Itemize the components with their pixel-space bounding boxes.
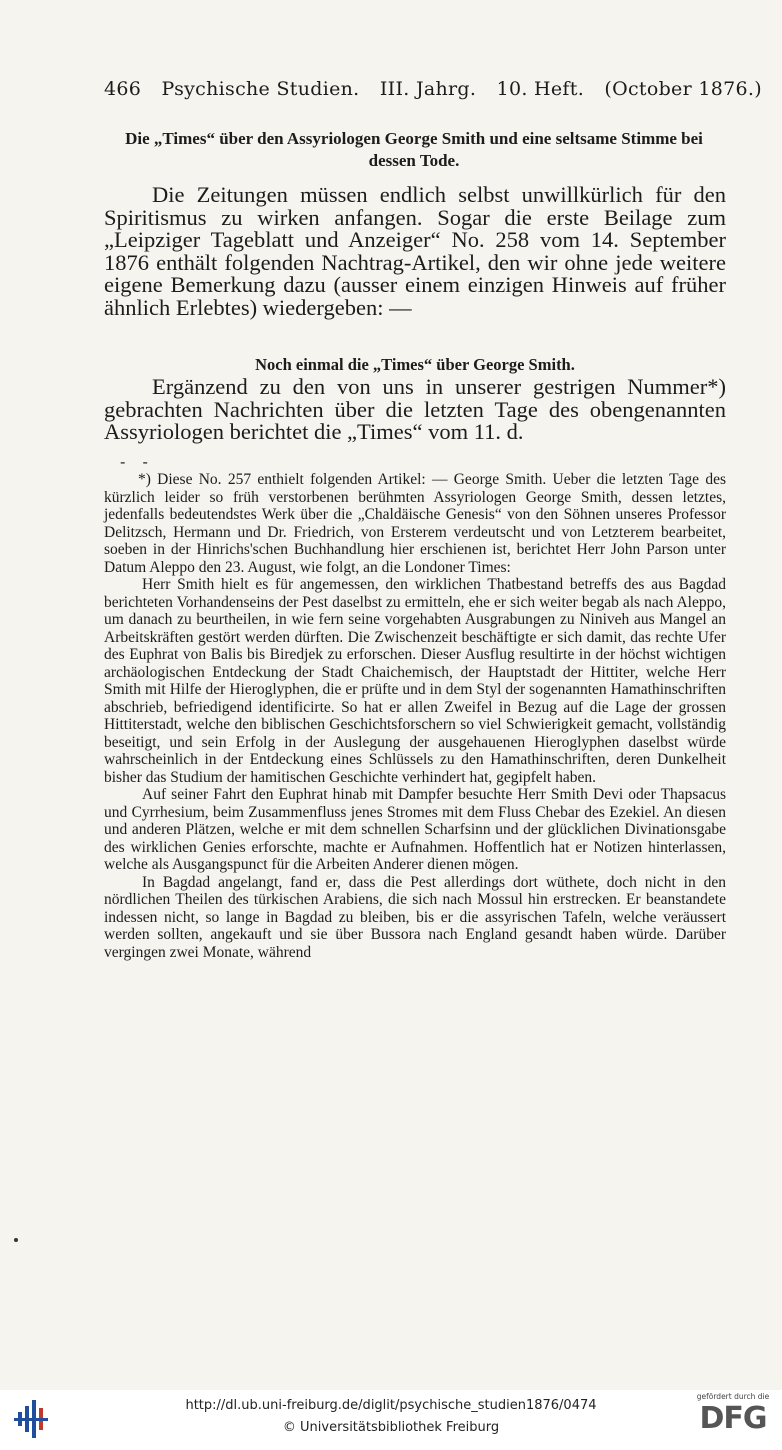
footnote: [104, 471, 726, 961]
footnote-paragraph: Herr Smith hielt es für angemessen, den wirklichen Thatbestand betreffs des aus Bagdad berichteten Vorhandenseins der Pest daselbst zu ermitteln, ehe er sich weiter begab als nach Aleppo, um danach zu beurtheilen, in wie fern seine vorgehabten Ausgrabungen zu Niniveh aus Mangel an Arbeitskräften gestört werden dürften. Die Zwischenzeit beschäftigte er sich damit, das rechte Ufer des Euphrat von Balis bis Biredjek zu erforschen. Dieser Ausflug resultirte in der höchst wichtigen archäologischen Entdeckung der Stadt Chaichemisch, der Hauptstadt der Hittiter, welche Herr Smith mit Hilfe der Hieroglyphen, die er prüfte und in dem Styl der sogenannten Hamathinschriften abschrieb, befriedigend identificirte. So hat er allen Zweifel in Bezug auf die Lage der grossen Hittiterstadt, welche den biblischen Geschichtsforschern so viel Schwierigkeit gemacht, vollständig beseitigt, und sein Erfolg in der Auslegung der ausgehauenen Hieroglyphen daselbst würde wahrscheinlich in der Entdeckung eines Schlüssels zu den Hamathinschriften, deren Dunkelheit bisher das Studium der hamitischen Geschichte verhindert hat, gegipfelt haben.: [104, 576, 726, 786]
intro-paragraph: Die Zeitungen müssen endlich selbst unwillkürlich für den Spiritismus zu wirken anfangen. Sogar die erste Beilage zum „Leipziger Tageblatt und Anzeiger“ No. 258 vom 14. September 1876 enthält folgenden Nachtrag-Artikel, den wir ohne jede weitere eigene Bemerkung dazu (ausser einem einzigen Hinweis auf früher ähnlich Erlebtes) wiedergeben: —: [104, 182, 726, 320]
running-head: [104, 78, 762, 100]
journal-name: Psychische Studien.: [161, 78, 360, 100]
dash-mark: - -: [120, 452, 154, 471]
margin-speck: [14, 1238, 18, 1242]
dfg-wordmark: DFG: [699, 1401, 767, 1436]
footnote-paragraph: In Bagdad angelangt, fand er, dass die Pest allerdings dort wüthete, doch nicht in den nördlichen Theilen des türkischen Arabiens, die sich nach Mossul hin erstrecken. Er beanstandete indessen nicht, so lange in Bagdad zu bleiben, bis er die assyrischen Tafeln, welche veräussert werden sollten, angekauft und sie über Bussora nach England gesandt haben würde. Darüber vergingen zwei Monate, während: [104, 873, 726, 961]
second-paragraph: Ergänzend zu den von uns in unserer gestrigen Nummer*) gebrachten Nachrichten über die letzten Tage des obengenannten Assyriologen berichtet die „Times“ vom 11. d.: [104, 374, 726, 444]
page-number: 466: [104, 78, 142, 100]
viewer-footer: [0, 1390, 782, 1450]
article-title: Die „Times“ über den Assyriologen George Smith und eine seltsame Stimme bei dessen Tode.: [125, 129, 703, 170]
issue: 10. Heft.: [496, 78, 585, 100]
dfg-logo: [690, 1392, 776, 1444]
copyright-notice: © Universitätsbibliothek Freiburg: [282, 1420, 500, 1435]
footnote-paragraph: Auf seiner Fahrt den Euphrat hinab mit Dampfer besuchte Herr Smith Devi oder Thapsacus und Cyrrhesium, beim Zusammenfluss jenes Stromes mit dem Fluss Chebar des Ezekiel. An diesen und anderen Plätzen, welche er mit dem schnellen Scharfsinn und der glücklichen Divinationsgabe des wirklichen Genies erforschte, machte er Aufnahmen. Hoffentlich hat er Notizen hinterlassen, welche als Ausgangspunct für die Arbeiten Anderer dienen mögen.: [104, 786, 726, 873]
dfg-funding-note: gefördert durch die: [696, 1392, 770, 1401]
issue-date: (October 1876.): [604, 78, 762, 100]
footnote-paragraph: *) Diese No. 257 enthielt folgenden Artikel: — George Smith. Ueber die letzten Tage des kürzlich leider so früh verstorbenen berühmten Assyriologen George Smith, dessen letztes, jedenfalls bedeutendstes Werk über die „Chaldäische Genesis“ von den Söhnen unseres Professor Delitzsch, Hermann und Dr. Friedrich, von Ersterem verdeutscht und von Letzterem bearbeitet, soeben in der Hinrichs'schen Buchhandlung hier erschienen ist, berichtet Herr John Parson unter Datum Aleppo den 23. August, wie folgt, an die Londoner Times:: [104, 471, 726, 576]
permalink-url[interactable]: http://dl.ub.uni-freiburg.de/diglit/psychische_studien1876/0474: [185, 1398, 597, 1413]
section-subheading: Noch einmal die „Times“ über George Smith.: [255, 355, 575, 374]
volume: III. Jahrg.: [379, 78, 477, 100]
